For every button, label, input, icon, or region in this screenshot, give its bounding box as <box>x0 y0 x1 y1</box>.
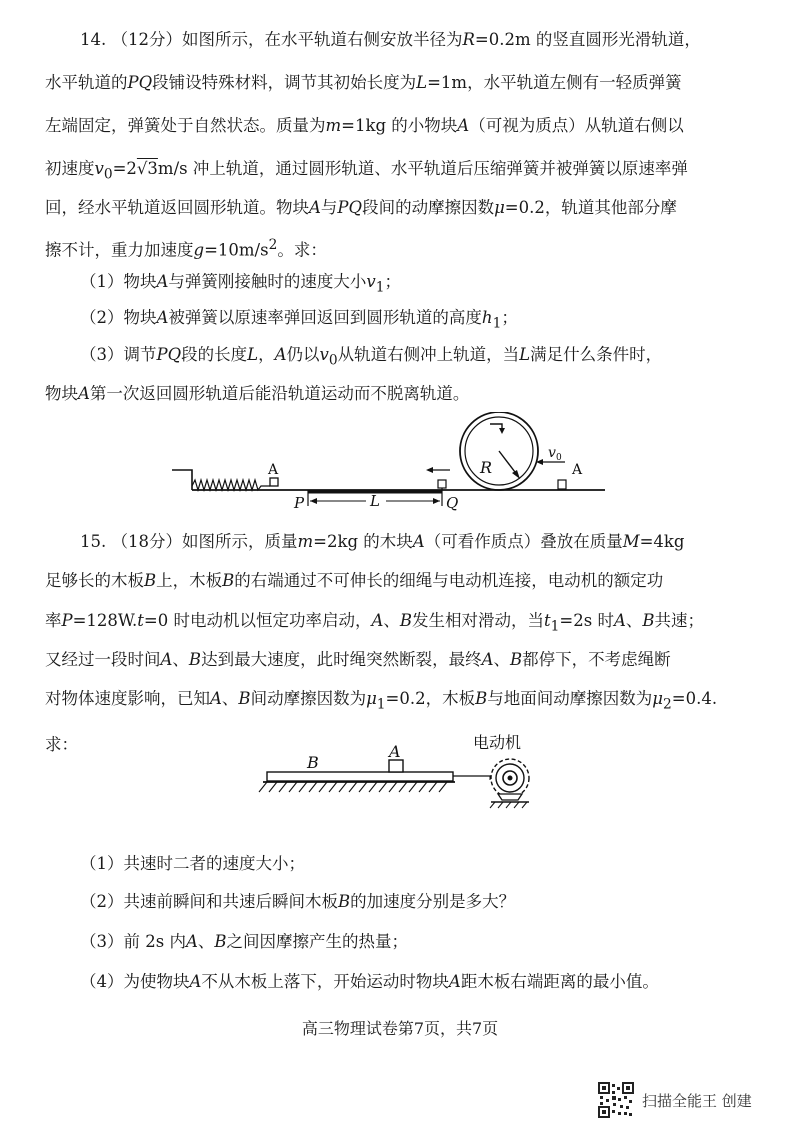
q14-text: 初速度 <box>45 159 95 178</box>
var-t: t <box>544 611 551 630</box>
q15-text: 、 <box>221 689 239 708</box>
q15-text: 15. （18分）如图所示，质量 <box>80 532 298 551</box>
q14-text: =10m/s <box>204 240 269 260</box>
q15-text: 对物体速度影响，已知 <box>45 689 210 708</box>
q15-text: 都停下，不考虑绳断 <box>522 650 671 669</box>
q14-text: 被弹簧以原速率弹回返回到圆形轨道的高度 <box>168 308 482 327</box>
block-a <box>389 760 403 772</box>
block-a-left <box>270 478 278 486</box>
var-h: h <box>481 308 493 327</box>
q15-text: （3）前 2s 内 <box>80 932 186 951</box>
q15-text: =4kg <box>639 532 685 551</box>
block-a-right <box>558 480 566 489</box>
direction-arrowhead-top <box>499 428 505 434</box>
var-mu: μ <box>366 689 377 708</box>
var-v: v <box>94 159 104 178</box>
var-L: L <box>247 345 259 364</box>
var-L: L <box>519 345 531 364</box>
var-B: B <box>214 932 227 951</box>
var-v: v <box>319 345 329 364</box>
subscript: 0 <box>328 352 338 369</box>
subscript: 2 <box>663 696 672 713</box>
q15-text: 之间因摩擦产生的热量； <box>226 932 409 951</box>
q14-text: =2 <box>112 159 137 178</box>
var-mu: μ <box>494 198 505 217</box>
q15-sub-1 <box>0 852 800 876</box>
label-q: Q <box>446 494 459 512</box>
q14-text: 14. （12分）如图所示，在水平轨道右侧安放半径为 <box>80 30 463 49</box>
q14-text: 从轨道右侧冲上轨道，当 <box>337 345 520 364</box>
q15-text: （1）共速时二者的速度大小； <box>80 854 305 873</box>
q15-text: =2s 时 <box>559 611 614 630</box>
q15-sub-2 <box>0 890 800 914</box>
board-b <box>267 772 453 781</box>
q14-text: 水平轨道的 <box>45 73 128 92</box>
var-g: g <box>193 240 205 260</box>
q14-text: （1）物块 <box>80 272 157 291</box>
var-m: m <box>325 116 342 135</box>
var-PQ: PQ <box>156 345 182 364</box>
var-PQ: PQ <box>337 198 363 217</box>
q15-text: 、 <box>383 611 400 630</box>
var-A: A <box>309 198 321 217</box>
q15-text: 发生相对滑动，当 <box>412 611 545 630</box>
q15-figure <box>255 728 555 828</box>
var-B: B <box>144 571 157 590</box>
motor-icon <box>490 759 529 808</box>
q14-text: 左端固定，弹簧处于自然状态。质量为 <box>45 116 326 135</box>
subscript: 1 <box>550 618 560 635</box>
var-R: R <box>462 30 475 49</box>
superscript: 2 <box>268 237 278 253</box>
velocity-arrowhead-q <box>426 467 433 473</box>
var-B: B <box>188 650 202 669</box>
q15-text: 不从木板上落下，开始运动时物块 <box>201 972 449 991</box>
var-A: A <box>189 972 202 991</box>
spring <box>192 480 270 490</box>
q15-text: 距木板右端距离的最小值。 <box>460 972 659 991</box>
page-footer: 高三物理试卷第7页，共7页 <box>301 1019 499 1038</box>
label-p: P <box>294 494 305 512</box>
q14-text: =1m，水平轨道左侧有一轻质弹簧 <box>427 73 682 92</box>
q14-text: 满足什么条件时， <box>530 345 663 364</box>
label-motor: 电动机 <box>473 733 522 752</box>
label-v0-sub: 0 <box>556 453 562 463</box>
q14-text: 与弹簧刚接触时的速度大小 <box>168 272 367 291</box>
q15-line-1 <box>0 530 800 554</box>
q14-text: 与 <box>320 198 338 217</box>
q15-line-2 <box>0 569 800 593</box>
q15-text: 求： <box>45 735 78 754</box>
var-A: A <box>448 972 461 991</box>
var-A: A <box>160 650 173 669</box>
q15-text: =0.4. <box>671 689 718 708</box>
q14-text: 。求： <box>277 240 327 260</box>
var-L: L <box>416 73 428 92</box>
q15-text: 共速； <box>654 611 705 630</box>
q14-line-1 <box>0 28 800 52</box>
var-A: A <box>185 932 198 951</box>
var-A: A <box>78 384 90 403</box>
q14-sub-3-cont <box>0 382 800 406</box>
label-a-left: A <box>268 462 279 478</box>
watermark-text: 扫描全能王 创建 <box>642 1091 752 1110</box>
q15-text: 的加速度分别是多大？ <box>350 892 516 911</box>
label-v0: v <box>548 445 556 461</box>
var-A: A <box>156 272 169 291</box>
var-t: t <box>137 611 144 630</box>
label-a-right: A <box>572 462 583 478</box>
q15-text: 足够长的木板 <box>45 571 144 590</box>
q14-line-6 <box>0 233 800 263</box>
q14-text: 回，经水平轨道返回圆形轨道。物块 <box>45 198 309 217</box>
var-P: P <box>61 611 73 630</box>
scanner-watermark <box>598 1082 752 1118</box>
var-B: B <box>475 689 488 708</box>
l-arrow-right <box>433 498 440 504</box>
q14-line-5 <box>0 196 800 220</box>
q15-text: =0.2，木板 <box>385 689 476 708</box>
var-B: B <box>642 611 655 630</box>
q14-text: 擦不计，重力加速度 <box>45 240 194 260</box>
var-M: M <box>622 532 640 551</box>
q15-text: 、 <box>493 650 510 669</box>
l-arrow-left <box>310 498 317 504</box>
qr-code-icon <box>598 1082 634 1118</box>
q14-sub-3 <box>0 343 800 372</box>
subscript: 1 <box>375 279 385 296</box>
label-r: R <box>480 458 493 477</box>
var-B: B <box>399 611 413 630</box>
q14-line-3 <box>0 114 800 138</box>
q15-text: =0 时电动机以恒定功率启动， <box>143 611 372 630</box>
var-B: B <box>238 689 251 708</box>
var-A: A <box>210 689 222 708</box>
q15-line-3 <box>0 609 800 638</box>
label-l: L <box>370 492 380 510</box>
q15-text: 、 <box>197 932 215 951</box>
q14-text: 物块 <box>45 384 78 403</box>
q14-text: =0.2m 的竖直圆形光滑轨道， <box>474 30 701 49</box>
var-A: A <box>457 116 470 135</box>
q14-text: =1kg 的小物块 <box>341 116 458 135</box>
var-A: A <box>156 308 169 327</box>
subscript: 1 <box>376 696 386 713</box>
q15-sub-4 <box>0 970 800 994</box>
block-at-q <box>438 480 446 488</box>
var-A: A <box>481 650 494 669</box>
var-B: B <box>338 892 351 911</box>
q14-sub-2 <box>0 306 800 335</box>
q15-line-5 <box>0 687 800 716</box>
q15-text: 的右端通过不可伸长的细绳与电动机连接，电动机的额定功 <box>234 571 664 590</box>
var-PQ: PQ <box>127 73 153 92</box>
q15-text: 上，木板 <box>156 571 223 590</box>
subscript: 1 <box>492 315 502 332</box>
q15-text: 与地面间动摩擦因数为 <box>487 689 653 708</box>
q14-text: 段间的动摩擦因数 <box>362 198 495 217</box>
q15-text: =128W. <box>72 611 138 630</box>
q15-text: 又经过一段时间 <box>45 650 161 669</box>
var-A: A <box>274 345 287 364</box>
q14-text: ， <box>258 345 275 364</box>
subscript: 0 <box>103 166 113 183</box>
var-A: A <box>613 611 626 630</box>
var-m: m <box>297 532 314 551</box>
q15-text: 、 <box>172 650 189 669</box>
var-B: B <box>222 571 235 590</box>
q14-text: =0.2，轨道其他部分摩 <box>504 198 677 217</box>
q14-text: ； <box>501 308 518 327</box>
q14-text: m/s 冲上轨道，通过圆形轨道、水平轨道后压缩弹簧并被弹簧以原速率弹 <box>157 159 688 178</box>
label-b: B <box>307 753 319 772</box>
q15-text: 间动摩擦因数为 <box>250 689 367 708</box>
q14-text: （可视为质点）从轨道右侧以 <box>469 116 684 135</box>
q14-line-2 <box>0 71 800 95</box>
q15-text: 、 <box>625 611 643 630</box>
q14-text: ； <box>384 272 401 291</box>
q15-text: （4）为使物块 <box>80 972 190 991</box>
q14-text: （2）物块 <box>80 308 157 327</box>
q14-sub-1 <box>0 270 800 299</box>
q14-text: 第一次返回圆形轨道后能沿轨道运动而不脱离轨道。 <box>89 384 470 403</box>
q14-text: 仍以 <box>286 345 320 364</box>
var-v: v <box>366 272 376 291</box>
q15-text: =2kg 的木块 <box>313 532 413 551</box>
q14-line-4 <box>0 157 800 186</box>
label-a: A <box>389 742 401 761</box>
q14-text: 段的长度 <box>181 345 248 364</box>
radius-arrowhead <box>512 470 520 479</box>
q15-line-4 <box>0 648 800 672</box>
var-A: A <box>412 532 425 551</box>
q15-sub-3 <box>0 930 800 954</box>
q14-figure <box>160 412 620 522</box>
q15-text: 达到最大速度，此时绳突然断裂，最终 <box>201 650 482 669</box>
sqrt-3: √3 <box>136 159 158 178</box>
ground-hatching <box>259 782 447 792</box>
q14-text: 段铺设特殊材料，调节其初始长度为 <box>152 73 417 92</box>
var-A: A <box>371 611 384 630</box>
wall <box>172 470 192 490</box>
q15-text: （可看作质点）叠放在质量 <box>424 532 623 551</box>
var-B: B <box>509 650 523 669</box>
var-mu: μ <box>652 689 663 708</box>
q15-text: （2）共速前瞬间和共速后瞬间木板 <box>80 892 338 911</box>
q14-text: （3）调节 <box>80 345 157 364</box>
q15-text: 率 <box>45 611 62 630</box>
